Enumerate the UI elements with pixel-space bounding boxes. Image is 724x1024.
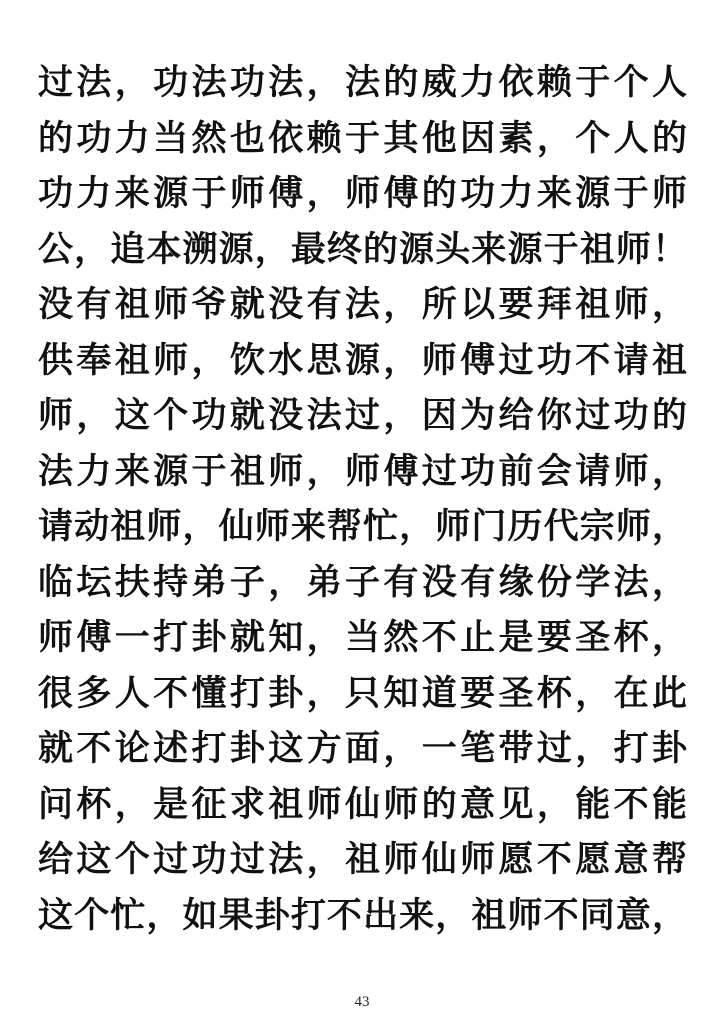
text-line: 法力来源于祖师，师傅过功前会请师， xyxy=(38,450,688,492)
text-line: 很多人不懂打卦，只知道要圣杯，在此 xyxy=(38,672,688,714)
text-line: 过法，功法功法，法的威力依赖于个人 xyxy=(38,62,688,103)
text-line: 功力来源于师傅，师傅的功力来源于师 xyxy=(38,173,688,214)
text-line: 供奉祖师，饮水思源，师傅过功不请祖 xyxy=(38,339,688,381)
text-line: 没有祖师爷就没有法，所以要拜祖师， xyxy=(38,284,688,325)
text-line: 给这个过功过法，祖师仙师愿不愿意帮 xyxy=(38,839,688,880)
text-line: 这个忙，如果卦打不出来，祖师不同意， xyxy=(38,894,688,936)
text-line: 公，追本溯源，最终的源头来源于祖师！ xyxy=(38,228,688,270)
text-line: 请动祖师，仙师来帮忙，师门历代宗师， xyxy=(38,506,688,547)
page-number: 43 xyxy=(354,994,370,1010)
text-line: 师傅一打卦就知，当然不止是要圣杯， xyxy=(38,617,688,658)
text-line: 的功力当然也依赖于其他因素，个人的 xyxy=(38,117,688,159)
text-line: 师，这个功就没法过，因为给你过功的 xyxy=(38,395,688,436)
text-line: 临坛扶持弟子，弟子有没有缘份学法， xyxy=(38,561,688,603)
text-line: 问杯，是征求祖师仙师的意见，能不能 xyxy=(38,783,688,825)
body-text xyxy=(38,55,688,943)
text-line: 就不论述打卦这方面，一笔带过，打卦 xyxy=(38,728,688,769)
